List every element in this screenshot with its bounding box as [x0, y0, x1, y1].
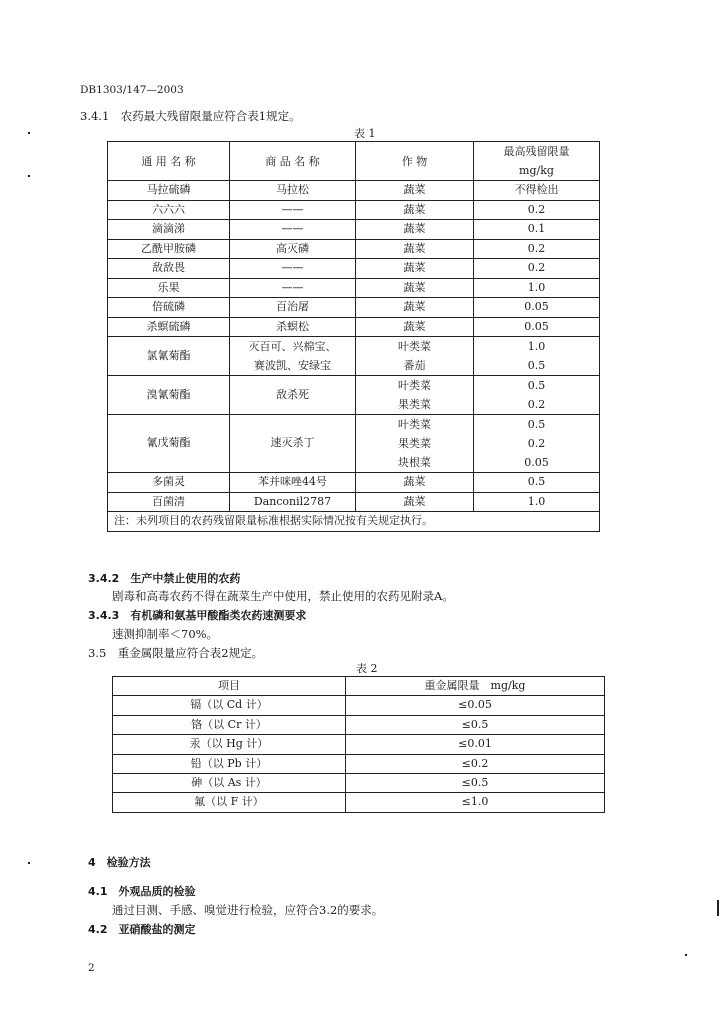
table-note-row	[108, 512, 600, 532]
residue-limit: 0.2	[474, 259, 600, 279]
generic-name: 马拉硫磷	[108, 181, 230, 201]
heavy-metal-table	[112, 676, 605, 813]
limit-line: 0.5	[527, 359, 546, 372]
crop-line: 果类菜	[398, 398, 431, 411]
limit-line: 0.2	[527, 398, 546, 411]
crop: 蔬菜	[356, 298, 474, 318]
metal-limit: ≤1.0	[346, 793, 605, 812]
limit-line: 0.5	[527, 418, 546, 431]
generic-name: 乙酰甲胺磷	[108, 239, 230, 259]
residue-limit	[474, 337, 600, 376]
table-row	[108, 415, 600, 473]
table-2-caption: 表 2	[356, 662, 378, 675]
generic-name: 乐果	[108, 278, 230, 298]
header-max-residue-label: 最高残留限量	[503, 145, 570, 158]
generic-name: 滴滴涕	[108, 220, 230, 240]
table-row	[108, 259, 600, 279]
header-max-residue	[474, 142, 600, 181]
trade-name: 百治屠	[230, 298, 356, 318]
section-3-4-2-title: 3.4.2 生产中禁止使用的农药	[88, 572, 241, 585]
section-4-2-title: 4.2 亚硝酸盐的测定	[88, 923, 196, 936]
residue-limit: 0.05	[474, 298, 600, 318]
residue-limit: 0.2	[474, 200, 600, 220]
generic-name: 氰戊菊酯	[108, 415, 230, 473]
table-row	[108, 376, 600, 415]
section-4-1-title: 4.1 外观品质的检验	[88, 885, 196, 898]
trade-name: 苯并咪唑44号	[230, 473, 356, 493]
residue-limit: 0.5	[474, 473, 600, 493]
crop-line: 叶类菜	[398, 418, 431, 431]
metal-item: 汞（以 Hg 计）	[113, 735, 346, 754]
trade-name	[230, 337, 356, 376]
table-row	[113, 793, 605, 812]
crop	[356, 376, 474, 415]
generic-name: 六六六	[108, 200, 230, 220]
generic-name: 百菌清	[108, 492, 230, 512]
trade-name: 马拉松	[230, 181, 356, 201]
residue-limit: 1.0	[474, 492, 600, 512]
section-4-title: 4 检验方法	[88, 856, 151, 869]
limit-line: 0.5	[527, 379, 546, 392]
metal-item: 镉（以 Cd 计）	[113, 696, 346, 715]
crop-line: 果类菜	[398, 437, 431, 450]
crop: 蔬菜	[356, 181, 474, 201]
generic-name: 氯氰菊酯	[108, 337, 230, 376]
crop-line: 块根菜	[398, 456, 431, 469]
trade-name: ——	[230, 278, 356, 298]
table-row	[108, 239, 600, 259]
metal-item: 氟（以 F 计）	[113, 793, 346, 812]
crop: 蔬菜	[356, 200, 474, 220]
table-row	[108, 337, 600, 376]
crop: 蔬菜	[356, 317, 474, 337]
table-row	[113, 774, 605, 793]
limit-line: 0.2	[527, 437, 546, 450]
table-row	[108, 200, 600, 220]
generic-name: 倍硫磷	[108, 298, 230, 318]
header-generic-name: 通 用 名 称	[108, 142, 230, 181]
section-3-4-3-text: 速测抑制率＜70%。	[112, 627, 219, 641]
table-row	[108, 473, 600, 493]
table-1-caption: 表 1	[354, 127, 376, 140]
residue-limit: 0.2	[474, 239, 600, 259]
trade-name: Danconil2787	[230, 492, 356, 512]
header-trade-name: 商 品 名 称	[230, 142, 356, 181]
metal-limit: ≤0.5	[346, 715, 605, 734]
crop: 蔬菜	[356, 259, 474, 279]
generic-name: 杀螟硫磷	[108, 317, 230, 337]
residue-limit: 0.05	[474, 317, 600, 337]
trade-name: ——	[230, 200, 356, 220]
residue-limit	[474, 415, 600, 473]
header-crop: 作 物	[356, 142, 474, 181]
header-item: 项目	[113, 677, 346, 696]
scan-speck	[685, 954, 687, 956]
table-header-row	[113, 677, 605, 696]
table-row	[113, 754, 605, 773]
table-note: 注：未列项目的农药残留限量标准根据实际情况按有关规定执行。	[108, 512, 600, 532]
table-row	[108, 278, 600, 298]
section-3-4-3-title: 3.4.3 有机磷和氨基甲酸酯类农药速测要求	[88, 609, 307, 622]
table-row	[113, 696, 605, 715]
limit-line: 0.05	[524, 456, 549, 469]
crop: 蔬菜	[356, 239, 474, 259]
table-row	[108, 317, 600, 337]
limit-line: 1.0	[527, 340, 546, 353]
metal-limit: ≤0.01	[346, 735, 605, 754]
trade-name: 杀螟松	[230, 317, 356, 337]
section-4-1-text: 通过目测、手感、嗅觉进行检验，应符合3.2的要求。	[112, 903, 384, 917]
table-row	[108, 220, 600, 240]
trade-name: ——	[230, 220, 356, 240]
generic-name: 溴氰菊酯	[108, 376, 230, 415]
crop-line: 叶类菜	[398, 379, 431, 392]
crop: 蔬菜	[356, 278, 474, 298]
table-header-row	[108, 142, 600, 181]
table-row	[113, 735, 605, 754]
section-3-5: 3.5 重金属限量应符合表2规定。	[88, 646, 264, 660]
crop: 蔬菜	[356, 220, 474, 240]
crop-line: 叶类菜	[398, 340, 431, 353]
crop	[356, 415, 474, 473]
scan-speck	[28, 175, 30, 177]
section-3-4-1: 3.4.1 农药最大残留限量应符合表1规定。	[80, 109, 301, 123]
crop: 蔬菜	[356, 492, 474, 512]
metal-limit: ≤0.05	[346, 696, 605, 715]
metal-limit: ≤0.2	[346, 754, 605, 773]
metal-item: 铬（以 Cr 计）	[113, 715, 346, 734]
generic-name: 敌敌畏	[108, 259, 230, 279]
trade-name-line: 赛波凯、安绿宝	[254, 359, 331, 372]
table-row	[108, 492, 600, 512]
document-id: DB1303/147—2003	[80, 84, 184, 96]
metal-limit: ≤0.5	[346, 774, 605, 793]
scan-speck	[28, 132, 30, 134]
crop: 蔬菜	[356, 473, 474, 493]
header-unit: mg/kg	[519, 164, 554, 177]
scan-speck	[717, 900, 719, 916]
residue-limit: 0.1	[474, 220, 600, 240]
metal-item: 铅（以 Pb 计）	[113, 754, 346, 773]
residue-limit: 1.0	[474, 278, 600, 298]
trade-name: 速灭杀丁	[230, 415, 356, 473]
trade-name: ——	[230, 259, 356, 279]
trade-name-line: 灭百可、兴棉宝、	[248, 340, 337, 353]
trade-name: 高灭磷	[230, 239, 356, 259]
crop-line: 番茄	[403, 359, 426, 372]
crop	[356, 337, 474, 376]
scan-speck	[28, 862, 30, 864]
residue-limit	[474, 376, 600, 415]
trade-name: 敌杀死	[230, 376, 356, 415]
table-row	[108, 181, 600, 201]
section-3-4-2-text: 剧毒和高毒农药不得在蔬菜生产中使用，禁止使用的农药见附录A。	[112, 589, 454, 603]
header-heavy-metal-limit: 重金属限量 mg/kg	[346, 677, 605, 696]
residue-limit: 不得检出	[474, 181, 600, 201]
pesticide-residue-table	[107, 141, 600, 532]
metal-item: 砷（以 As 计）	[113, 774, 346, 793]
table-row	[113, 715, 605, 734]
page-number: 2	[88, 962, 95, 974]
table-row	[108, 298, 600, 318]
generic-name: 多菌灵	[108, 473, 230, 493]
